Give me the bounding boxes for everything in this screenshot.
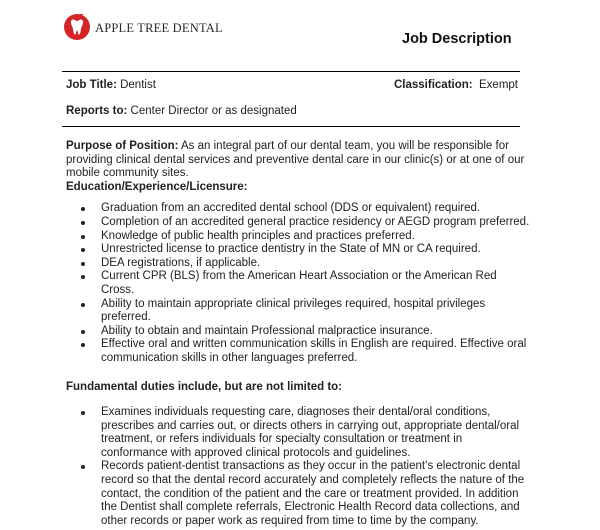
page-title: Job Description (402, 31, 512, 47)
company-logo (62, 10, 223, 44)
classification-row (394, 79, 518, 91)
reports-to-label: Reports to: (66, 105, 128, 117)
classification-label: Classification: (394, 79, 473, 91)
list-item: Unrestricted license to practice dentistry in the State of MN or CA required. (101, 243, 530, 257)
purpose-label: Purpose of Position: (66, 140, 179, 152)
list-item: Graduation from an accredited dental school (DDS or equivalent) required. (101, 202, 530, 216)
job-description-body (66, 140, 530, 528)
meta-divider (62, 126, 520, 127)
duties-heading: Fundamental duties include, but are not limited to: (66, 380, 343, 393)
list-item: Records patient-dentist transactions as they occur in the patient’s electronic dental record so that the dental record accurately and completely reflects the nature of the contact, the condition of the patient and the care or treatment provided. In addition the Dentist shall complete referrals, Electronic Health Record data collections, and other records or paper work as required from time to time by the company. (101, 460, 530, 528)
list-item: Effective oral and written communication skills in English are required. Effective oral communication skills in other languages preferred. (101, 338, 530, 365)
classification-value: Exempt (479, 79, 518, 91)
reports-to-value: Center Director or as designated (130, 105, 297, 117)
list-item: Completion of an accredited general practice residency or AEGD program preferred. (101, 215, 530, 228)
education-heading: Education/Experience/Licensure: (66, 180, 248, 193)
tooth-logo-icon (62, 10, 92, 44)
list-item: Ability to maintain appropriate clinical privileges required, hospital privileges preferred. (101, 298, 530, 325)
list-item: Examines individuals requesting care, diagnoses their dental/oral conditions, prescribes and carries out, or directs others in carrying out, appropriate dental/oral treatment, or refers individuals for specialty consultation or treatment in conformance with approved clinical protocols and guidelines. (101, 406, 530, 460)
company-name: APPLE TREE DENTAL (95, 20, 223, 35)
list-item: Current CPR (BLS) from the American Heart Association or the American Red Cross. (101, 270, 530, 297)
list-item: Knowledge of public health principles and practices preferred. (101, 230, 530, 244)
purpose-text: As an integral part of our dental team, you will be responsible for providing clinical dental services and preventive dental care in our clinic(s) or at one of our mobile community sites. (66, 140, 525, 180)
duties-list (66, 406, 530, 528)
header-divider (62, 71, 520, 72)
job-title-value: Dentist (120, 79, 156, 91)
list-item: DEA registrations, if applicable. (101, 257, 530, 271)
reports-to-row (66, 105, 297, 117)
job-title-label: Job Title: (66, 79, 117, 91)
education-list (66, 202, 530, 365)
job-title-row (66, 79, 156, 91)
purpose-paragraph (66, 140, 530, 181)
list-item: Ability to obtain and maintain Professional malpractice insurance. (101, 325, 530, 339)
